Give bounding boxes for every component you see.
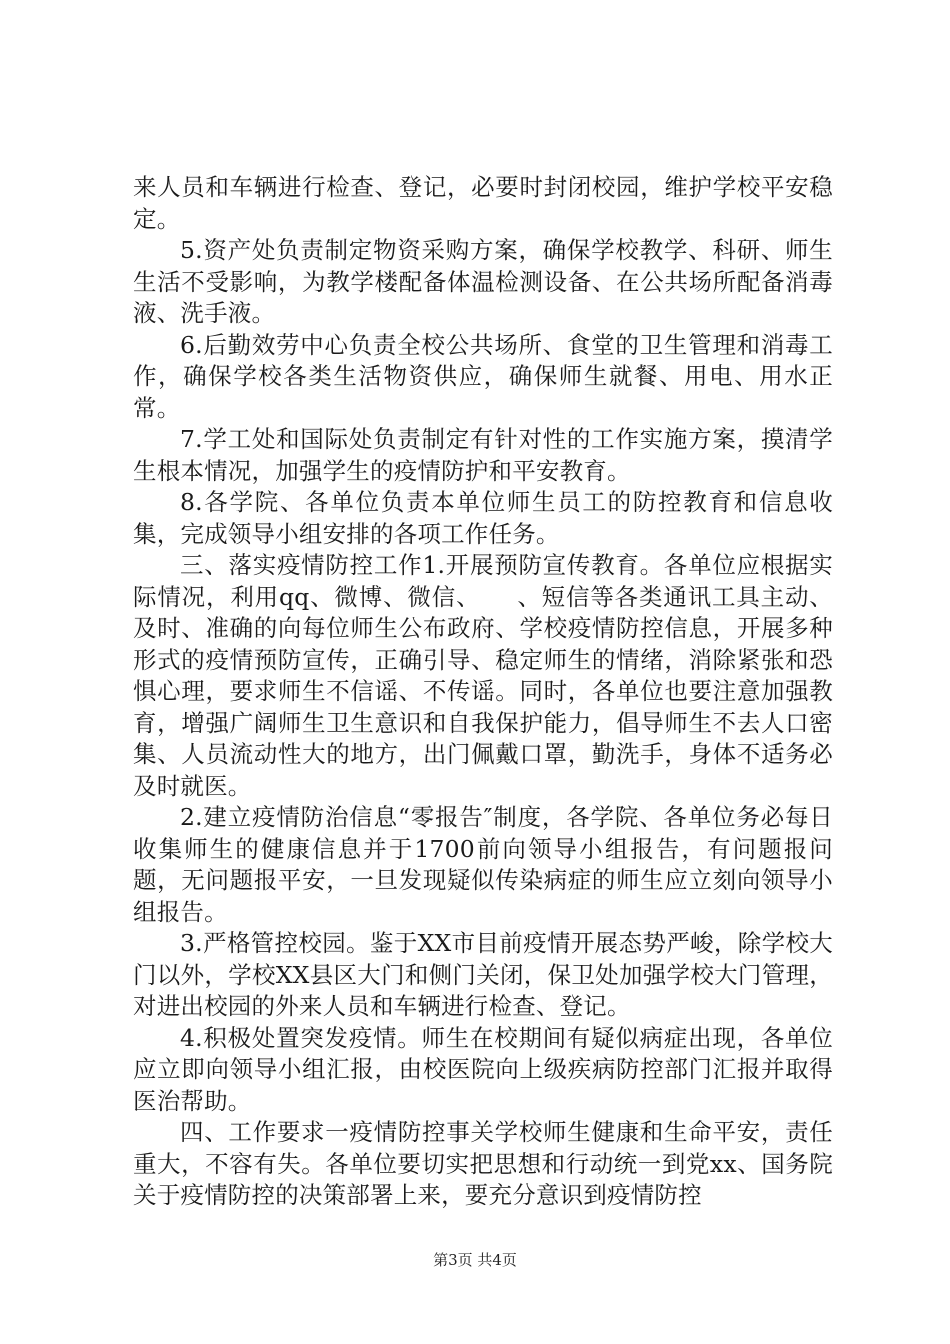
paragraph-7: 2.建立疫情防治信息“零报告″制度，各学院、各单位务必每日收集师生的健康信息并于1700前向领导小组报告，有问题报问题，无问题报平安，一旦发现疑似传染病症的师生应立刻向领导小组报告。 bbox=[133, 803, 833, 926]
paragraph-9: 4.积极处置突发疫情。师生在校期间有疑似病症出现，各单位应立即向领导小组汇报，由校医院向上级疾病防控部门汇报并取得医治帮助。 bbox=[133, 1023, 833, 1115]
paragraph-2: 5.资产处负责制定物资采购方案，确保学校教学、科研、师生生活不受影响，为教学楼配备体温检测设备、在公共场所配备消毒液、洗手液。 bbox=[133, 236, 833, 327]
paragraph-6: 三、落实疫情防控工作1.开展预防宣传教育。各单位应根据实际情况，利用qq、微博、微信、 、短信等各类通讯工具主动、及时、准确的向每位师生公布政府、学校疫情防控信息，开展多种形式的疫情预防宣传，正确引导、稳定师生的情绪，消除紧张和恐惧心理，要求师生不信谣、不传谣。同时，各单位也要注意加强教育，增强广阔师生卫生意识和自我保护能力，倡导师生不去人口密集、人员流动性大的地方，出门佩戴口罩，勤洗手，身体不适务必及时就医。 bbox=[133, 551, 833, 800]
paragraph-4: 7.学工处和国际处负责制定有针对性的工作实施方案，摸清学生根本情况，加强学生的疫情防护和平安教育。 bbox=[133, 425, 833, 485]
paragraph-10: 四、工作要求一疫情防控事关学校师生健康和生命平安，责任重大，不容有失。各单位要切实把思想和行动统一到党xx、国务院关于疫情防控的决策部署上来，要充分意识到疫情防控 bbox=[133, 1118, 833, 1209]
paragraph-3: 6.后勤效劳中心负责全校公共场所、食堂的卫生管理和消毒工作，确保学校各类生活物资供应，确保师生就餐、用电、用水正常。 bbox=[133, 330, 833, 422]
page-footer: 第3页 共4页 bbox=[433, 1251, 517, 1269]
paragraph-8: 3.严格管控校园。鉴于XX市目前疫情开展态势严峻，除学校大门以外，学校XX县区大门和侧门关闭，保卫处加强学校大门管理，对进出校园的外来人员和车辆进行检查、登记。 bbox=[133, 929, 833, 1020]
document-body bbox=[133, 172, 833, 1212]
paragraph-1: 来人员和车辆进行检查、登记，必要时封闭校园，维护学校平安稳定。 bbox=[133, 173, 833, 233]
paragraph-5: 8.各学院、各单位负责本单位师生员工的防控教育和信息收集，完成领导小组安排的各项工作任务。 bbox=[133, 488, 833, 548]
